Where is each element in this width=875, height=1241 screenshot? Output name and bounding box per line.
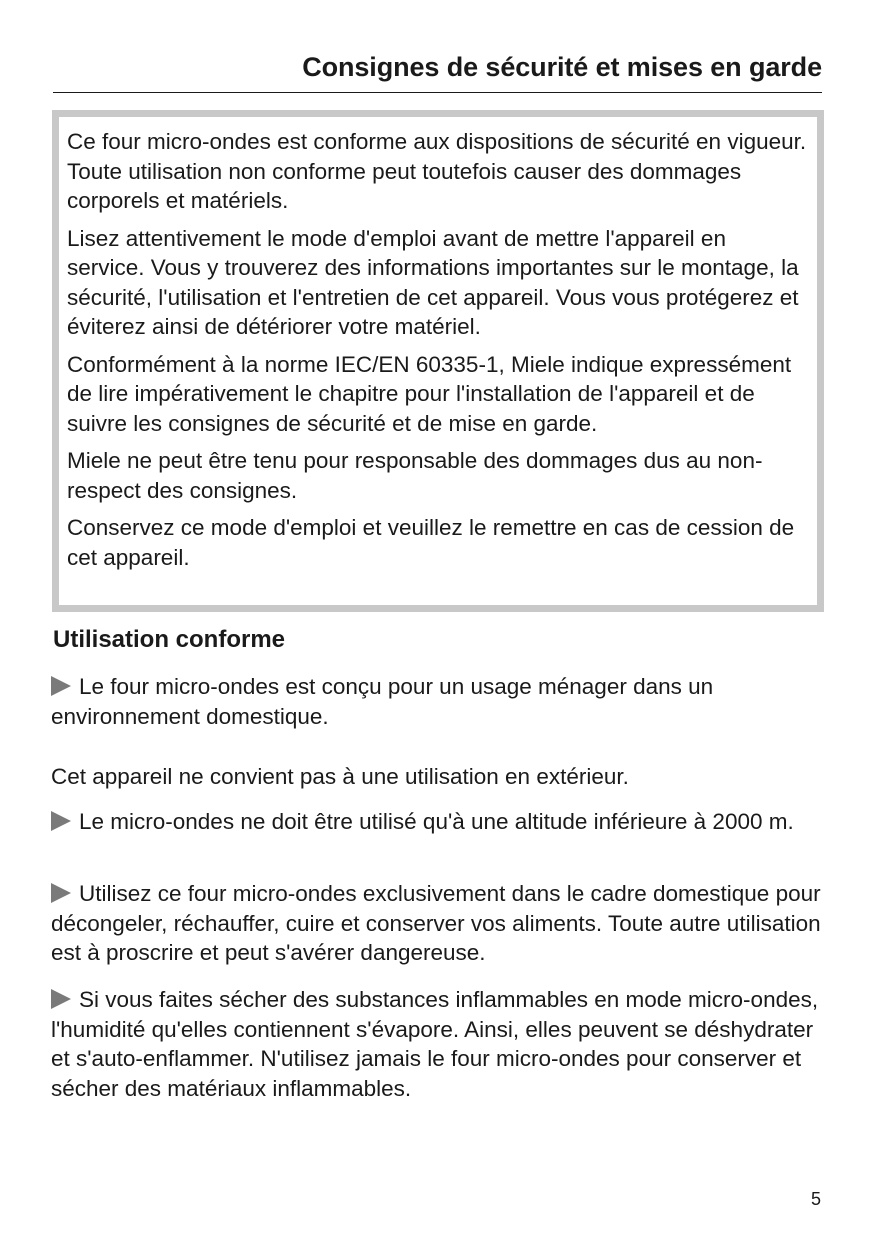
list-item: [51, 879, 826, 968]
list-item: [51, 672, 826, 731]
list-item-text: Le micro-ondes ne doit être utilisé qu'à une altitude inférieure à 2000 m.: [79, 809, 794, 834]
page-number: 5: [810, 1189, 821, 1209]
warning-paragraph: Conformément à la norme IEC/EN 60335-1, Miele indique expressément de lire impérativement le chapitre pour l'installation de l'appareil et de suivre les consignes de sécurité et de mise en garde.: [67, 351, 792, 436]
list-item: [51, 807, 826, 837]
header-divider: [53, 92, 822, 93]
bullet-arrow-icon: [51, 676, 71, 696]
list-item: [51, 762, 826, 792]
list-item-text: Utilisez ce four micro-ondes exclusivement dans le cadre domestique pour décongeler, réchauffer, cuire et conserver vos aliments. Toute autre utilisation est à proscrire et peut s'avérer dangereuse.: [51, 881, 821, 965]
bullet-arrow-icon: [51, 883, 71, 903]
page-title: Consignes de sécurité et mises en garde: [302, 52, 822, 82]
list-item-text: Si vous faites sécher des substances inflammables en mode micro-ondes, l'humidité qu'elles contiennent s'évapore. Ainsi, elles peuvent se déshydrater et s'auto-enflammer. N'utilisez jamais le four micro-ondes pour conserver et sécher des matériaux inflammables.: [51, 987, 819, 1101]
warning-paragraph: Miele ne peut être tenu pour responsable des dommages dus au non-respect des consignes.: [67, 448, 763, 503]
warning-paragraph: Ce four micro-ondes est conforme aux dispositions de sécurité en vigueur. Toute utilisation non conforme peut toutefois causer des dommages corporels et matériels.: [67, 129, 807, 213]
warning-paragraph: Conservez ce mode d'emploi et veuillez le remettre en cas de cession de cet appareil.: [67, 515, 795, 570]
warning-paragraph: Lisez attentivement le mode d'emploi avant de mettre l'appareil en service. Vous y trouverez des informations importantes sur le montage, la sécurité, l'utilisation et l'entretien de cet appareil. Vous vous protégerez et éviterez ainsi de détériorer votre matériel.: [67, 225, 799, 339]
section-heading: Utilisation conforme: [53, 626, 286, 653]
list-item-text: Le four micro-ondes est conçu pour un usage ménager dans un environnement domestique.: [51, 674, 714, 729]
list-item-text: Cet appareil ne convient pas à une utilisation en extérieur.: [51, 764, 629, 789]
bullet-arrow-icon: [51, 811, 71, 831]
safety-warning-box: [52, 110, 824, 612]
bullet-arrow-icon: [51, 989, 71, 1009]
list-item: [51, 985, 826, 1103]
